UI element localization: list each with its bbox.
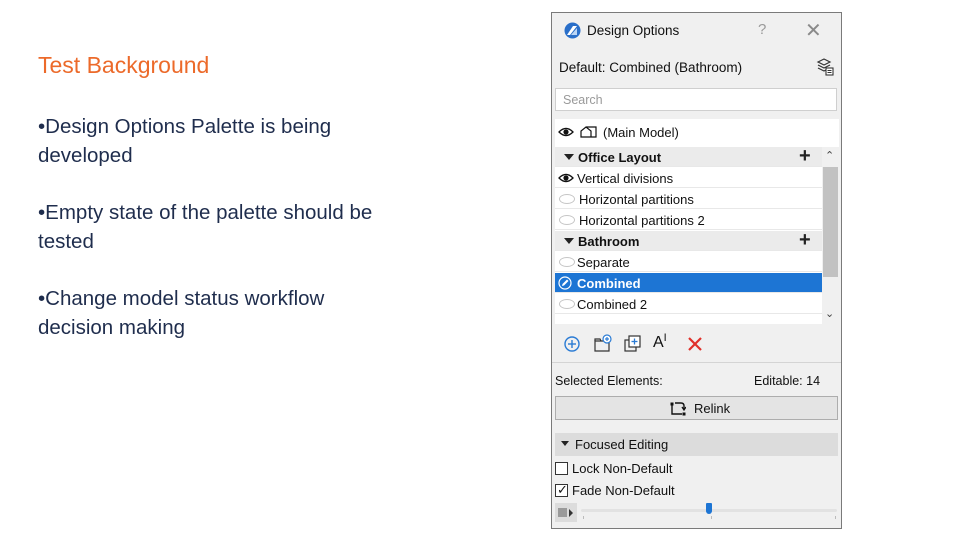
design-options-palette <box>551 12 842 529</box>
relink-label: Relink <box>694 401 731 416</box>
arrow-right-icon <box>569 509 573 517</box>
delete-icon[interactable] <box>684 333 706 355</box>
palette-title: Design Options <box>587 23 680 38</box>
group-name: Bathroom <box>578 234 640 249</box>
option-label: Separate <box>577 255 630 270</box>
rename-icon[interactable]: $A^I$ <box>653 332 667 351</box>
new-set-icon[interactable] <box>592 333 614 355</box>
option-row[interactable] <box>555 189 822 209</box>
relink-button[interactable] <box>555 396 838 420</box>
layers-settings-icon[interactable] <box>814 56 834 76</box>
editable-count: Editable: 14 <box>754 374 821 388</box>
caret-down-icon[interactable] <box>561 441 569 446</box>
slider-thumb[interactable] <box>706 503 712 514</box>
scroll-thumb[interactable] <box>823 167 838 277</box>
caret-down-icon[interactable] <box>564 154 574 160</box>
default-combination-label: Default: Combined (Bathroom) <box>559 60 743 75</box>
option-row-selected[interactable] <box>555 273 822 293</box>
checkmark-icon: ✓ <box>557 482 568 497</box>
edit-option-icon[interactable] <box>558 276 572 290</box>
caret-down-icon[interactable] <box>564 238 574 244</box>
relink-icon <box>670 401 686 416</box>
search-field[interactable] <box>555 88 837 111</box>
archicad-logo-icon <box>564 22 581 39</box>
option-label: Combined <box>577 276 641 291</box>
slider-tick <box>835 516 836 519</box>
option-label: Horizontal partitions 2 <box>579 213 705 228</box>
palette-titlebar[interactable] <box>552 13 841 47</box>
search-input[interactable] <box>561 89 835 111</box>
design-options-list <box>555 119 839 324</box>
option-row[interactable] <box>555 210 822 230</box>
lock-non-default-checkbox[interactable] <box>555 462 568 475</box>
close-button[interactable]: ✕ <box>805 20 822 42</box>
help-button[interactable]: ? <box>758 21 767 38</box>
option-row[interactable] <box>555 294 822 314</box>
hidden-eye-icon[interactable] <box>559 299 575 309</box>
fade-preset-button[interactable] <box>555 503 577 522</box>
fade-swatch-icon <box>558 508 567 517</box>
bullet-item: •Empty state of the palette should be tested <box>38 201 373 253</box>
bullet-item: •Design Options Palette is being developed <box>38 115 332 167</box>
list-scrollbar[interactable] <box>822 147 839 324</box>
group-header-office-layout[interactable] <box>555 147 822 167</box>
group-name: Office Layout <box>578 150 662 165</box>
fade-non-default-label: Fade Non-Default <box>572 483 675 498</box>
option-label: Vertical divisions <box>577 171 674 186</box>
divider <box>552 362 841 363</box>
main-model-row[interactable] <box>555 119 839 146</box>
hidden-eye-icon[interactable] <box>559 215 575 225</box>
scroll-down-icon[interactable]: ⌄ <box>825 308 835 320</box>
eye-icon[interactable] <box>558 126 574 138</box>
selected-elements-label: Selected Elements: <box>555 374 663 388</box>
group-header-bathroom[interactable] <box>555 231 822 251</box>
bullet-list <box>38 112 398 370</box>
slide-title: Test Background <box>38 52 210 78</box>
bullet-item: •Change model status workflow decision making <box>38 287 325 339</box>
fade-slider[interactable] <box>555 503 838 523</box>
eye-icon[interactable] <box>558 172 574 184</box>
add-option-plus-icon[interactable]: + <box>799 229 811 251</box>
focused-editing-label: Focused Editing <box>575 437 669 452</box>
option-row[interactable] <box>555 252 822 272</box>
option-label: Combined 2 <box>577 297 648 312</box>
add-option-plus-icon[interactable]: + <box>799 145 811 167</box>
model-house-icon <box>580 125 597 138</box>
focused-editing-header[interactable] <box>555 433 838 456</box>
slider-tick <box>711 516 712 519</box>
slider-tick <box>583 516 584 519</box>
option-label: Horizontal partitions <box>579 192 694 207</box>
hidden-eye-icon[interactable] <box>559 257 575 267</box>
hidden-eye-icon[interactable] <box>559 194 575 204</box>
add-option-icon[interactable] <box>561 333 583 355</box>
lock-non-default-label: Lock Non-Default <box>572 461 673 476</box>
option-row[interactable] <box>555 168 822 188</box>
scroll-up-icon[interactable]: ⌃ <box>825 150 835 162</box>
duplicate-icon[interactable] <box>622 333 644 355</box>
fade-non-default-checkbox[interactable] <box>555 484 568 497</box>
main-model-label: (Main Model) <box>603 125 679 140</box>
